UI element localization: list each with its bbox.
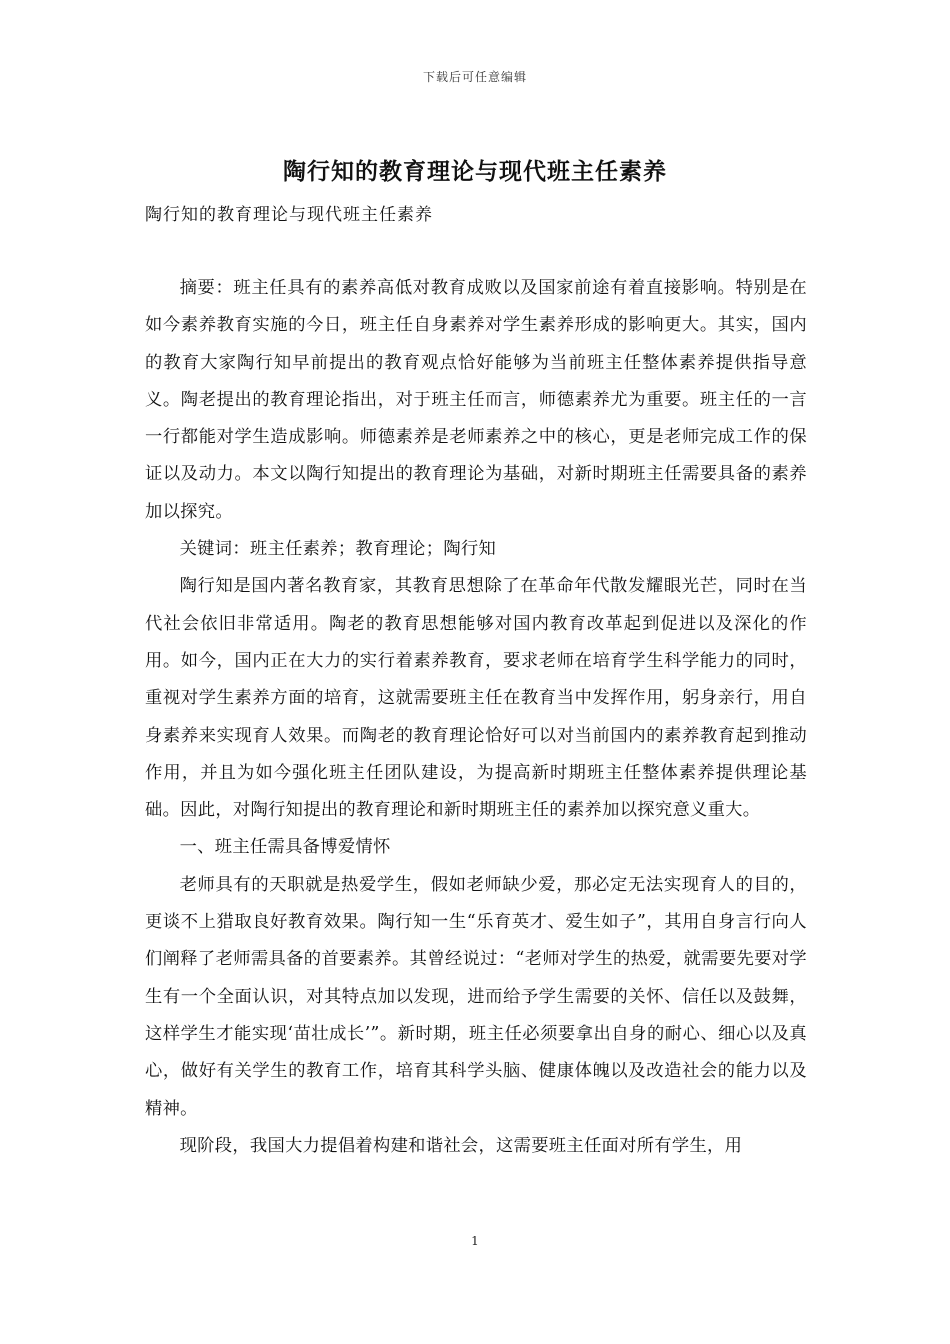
document-body xyxy=(145,270,807,1165)
body-paragraph: 现阶段，我国大力提倡着构建和谐社会，这需要班主任面对所有学生，用 xyxy=(179,1135,743,1156)
section-heading: 一、班主任需具备博爱情怀 xyxy=(179,837,391,858)
header-note: 下载后可任意编辑 xyxy=(422,70,527,84)
keywords-paragraph: 关键词：班主任素养；教育理论；陶行知 xyxy=(179,539,497,560)
page-number: 1 xyxy=(471,1234,479,1248)
body-paragraph: 老师具有的天职就是热爱学生，假如老师缺少爱，那必定无法实现育人的目的，更谈不上猎取良好教育效果。陶行知一生“乐育英才、爱生如子”，其用自身言行向人们阐释了老师需具备的首要素养。其曾经说过：“老师对学生的热爱，就需要先要对学生有一个全面认识，对其特点加以发现，进而给予学生需要的关怀、信任以及鼓舞，这样学生才能实现‘苗壮成长’”。新时期，班主任必须要拿出自身的耐心、细心以及真心，做好有关学生的教育工作，培育其科学头脑、健康体魄以及改造社会的能力以及精神。 xyxy=(145,874,807,1119)
abstract-paragraph: 摘要：班主任具有的素养高低对教育成败以及国家前途有着直接影响。特别是在如今素养教育实施的今日，班主任自身素养对学生素养形成的影响更大。其实，国内的教育大家陶行知早前提出的教育观点恰好能够为当前班主任整体素养提供指导意义。陶老提出的教育理论指出，对于班主任而言，师德素养尤为重要。班主任的一言一行都能对学生造成影响。师德素养是老师素养之中的核心，更是老师完成工作的保证以及动力。本文以陶行知提出的教育理论为基础，对新时期班主任需要具备的素养加以探究。 xyxy=(145,278,807,522)
intro-paragraph: 陶行知是国内著名教育家，其教育思想除了在革命年代散发耀眼光芒，同时在当代社会依旧非常适用。陶老的教育思想能够对国内教育改革起到促进以及深化的作用。如今，国内正在大力的实行着素养教育，要求老师在培育学生科学能力的同时，重视对学生素养方面的培育，这就需要班主任在教育当中发挥作用，躬身亲行，用自身素养来实现育人效果。而陶老的教育理论恰好可以对当前国内的素养教育起到推动作用，并且为如今强化班主任团队建设，为提高新时期班主任整体素养提供理论基础。因此，对陶行知提出的教育理论和新时期班主任的素养加以探究意义重大。 xyxy=(145,576,807,821)
document-title: 陶行知的教育理论与现代班主任素养 xyxy=(283,158,667,185)
document-subtitle: 陶行知的教育理论与现代班主任素养 xyxy=(145,205,433,225)
